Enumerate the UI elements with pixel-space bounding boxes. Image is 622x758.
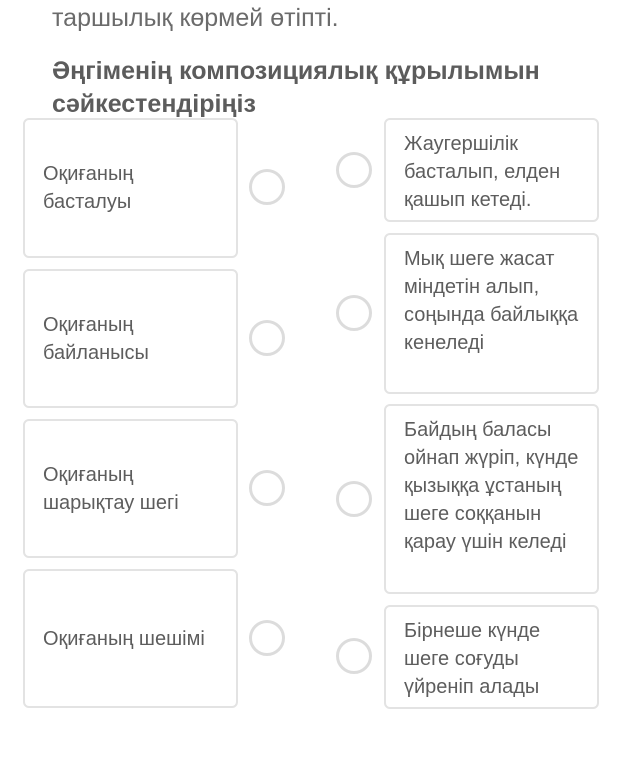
right-card-4[interactable] xyxy=(384,605,599,709)
left-card-1[interactable] xyxy=(23,118,238,258)
right-radio-3[interactable] xyxy=(336,481,372,517)
left-card-label: Оқиғаның басталуы xyxy=(43,163,134,213)
left-radio-4[interactable] xyxy=(249,620,285,656)
left-radio-3[interactable] xyxy=(249,470,285,506)
right-card-label: Бірнеше күнде шеге соғуды үйреніп алады xyxy=(404,620,541,698)
right-card-1[interactable] xyxy=(384,118,599,222)
left-card-label: Оқиғаның байланысы xyxy=(43,313,149,364)
intro-text: таршылық көрмей өтіпті. xyxy=(52,4,339,32)
right-radio-2[interactable] xyxy=(336,295,372,331)
right-radio-1[interactable] xyxy=(336,152,372,188)
right-card-3[interactable] xyxy=(384,404,599,594)
left-card-4[interactable] xyxy=(23,569,238,708)
left-card-label: Оқиғаның шарықтау шегі xyxy=(43,463,179,514)
left-card-2[interactable] xyxy=(23,269,238,408)
left-card-3[interactable] xyxy=(23,419,238,558)
question-title: Әңгіменің композициялық құрылымын сәйкестендіріңіз xyxy=(52,57,540,118)
left-card-label: Оқиғаның шешімі xyxy=(43,627,205,650)
right-card-label: Байдың баласы ойнап жүріп, күнде қызыққа ұстаның шеге соққанын қарау үшін келеді xyxy=(404,419,579,553)
right-card-2[interactable] xyxy=(384,233,599,394)
right-card-label: Жаугершілік басталып, елден қашып кетеді. xyxy=(404,133,561,211)
left-radio-2[interactable] xyxy=(249,320,285,356)
right-radio-4[interactable] xyxy=(336,638,372,674)
left-radio-1[interactable] xyxy=(249,169,285,205)
right-card-label: Мық шеге жасат міндетін алып, соңында байлыққа кенеледі xyxy=(404,248,579,354)
